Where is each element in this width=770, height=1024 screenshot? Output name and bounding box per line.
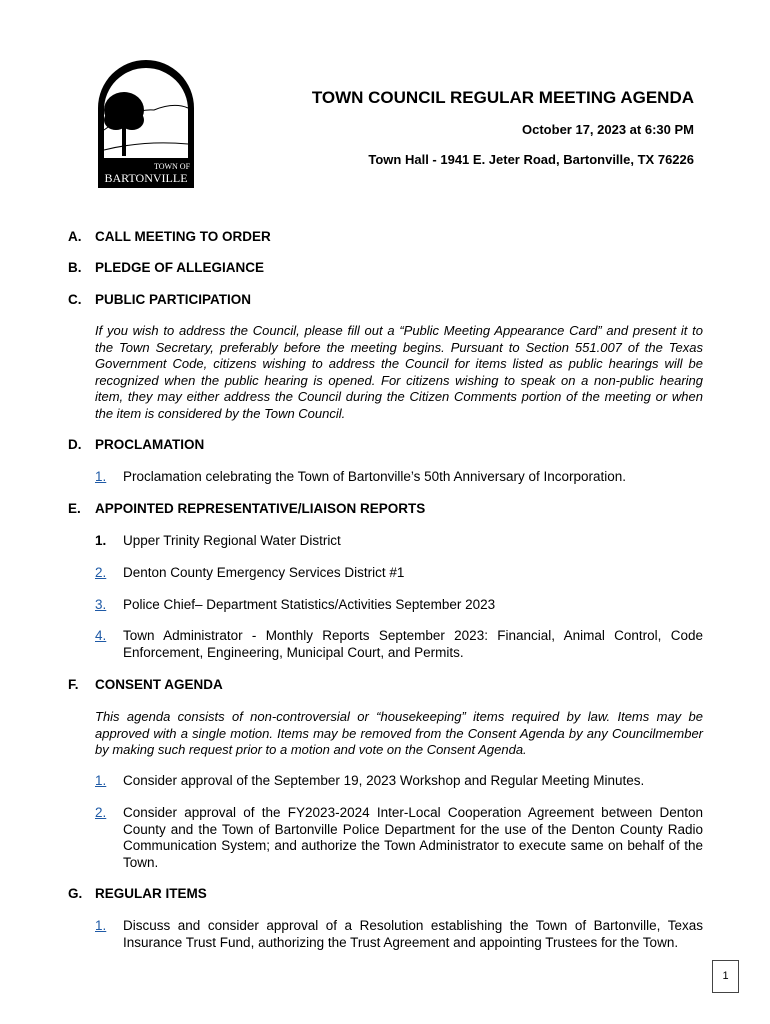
section-letter: G. — [68, 886, 83, 901]
section-d-heading — [68, 437, 204, 452]
section-letter: B. — [68, 260, 82, 275]
section-f-heading — [68, 677, 223, 692]
item-link[interactable]: 4. — [95, 628, 107, 643]
section-letter: D. — [68, 437, 82, 452]
agenda-item-e4 — [95, 628, 703, 661]
item-text: Town Administrator - Monthly Reports September 2023: Financial, Animal Control, Code Enforcement, Engineering, Municipal Court, and Permits. — [123, 628, 703, 660]
item-link[interactable]: 3. — [95, 597, 107, 612]
item-link[interactable]: 1. — [95, 469, 107, 484]
section-a-heading — [68, 229, 271, 244]
item-text: Consider approval of the September 19, 2023 Workshop and Regular Meeting Minutes. — [123, 773, 645, 788]
item-text: Discuss and consider approval of a Resolution establishing the Town of Bartonville, Texas Insurance Trust Fund, authorizing the Trust Agreement and appointing Trustees for the Town. — [123, 918, 703, 950]
agenda-item-e2 — [95, 565, 703, 582]
item-text: Upper Trinity Regional Water District — [123, 533, 341, 548]
agenda-item-f1 — [95, 773, 703, 790]
town-logo — [94, 58, 198, 190]
section-letter: E. — [68, 501, 81, 516]
item-text: Denton County Emergency Services District #1 — [123, 565, 405, 580]
section-title: PUBLIC PARTICIPATION — [95, 292, 251, 307]
item-text: Proclamation celebrating the Town of Bartonville’s 50th Anniversary of Incorporation. — [123, 469, 627, 484]
page-number: 1 — [712, 960, 739, 993]
item-number: 1. — [95, 533, 107, 548]
meeting-location: Town Hall - 1941 E. Jeter Road, Bartonville, TX 76226 — [368, 152, 694, 167]
section-g-heading — [68, 886, 207, 901]
agenda-item-g1 — [95, 918, 703, 951]
agenda-item-e1 — [95, 533, 703, 550]
section-title: REGULAR ITEMS — [95, 886, 207, 901]
consent-agenda-text: This agenda consists of non-controversial or “housekeeping” items required by law. Items may be approved with a single motion. Items may be removed from the Consent Agenda by any Councilmember by making such request prior to a motion and vote on the Consent Agenda. — [95, 709, 703, 758]
section-title: APPOINTED REPRESENTATIVE/LIAISON REPORTS — [95, 501, 426, 516]
section-e-heading — [68, 501, 425, 516]
item-text: Police Chief– Department Statistics/Activities September 2023 — [123, 597, 496, 612]
agenda-item-e3 — [95, 597, 703, 614]
section-title: PROCLAMATION — [95, 437, 205, 452]
item-link[interactable]: 2. — [95, 805, 107, 820]
meeting-date: October 17, 2023 at 6:30 PM — [522, 122, 694, 137]
section-title: PLEDGE OF ALLEGIANCE — [95, 260, 265, 275]
public-participation-text: If you wish to address the Council, please fill out a “Public Meeting Appearance Card” and present it to the Town Secretary, preferably before the meeting begins. Pursuant to Section 551.007 of the Texas Government Code, citizens wishing to address the Council for items listed as public hearings will be recognized when the public hearing is opened. For citizens wishing to speak on a non-public hearing item, they may either address the Council during the Citizen Comments portion of the meeting or when the item is considered by the Town Council. — [95, 323, 703, 421]
section-title: CALL MEETING TO ORDER — [95, 229, 271, 244]
section-letter: A. — [68, 229, 82, 244]
item-link[interactable]: 1. — [95, 918, 107, 933]
section-title: CONSENT AGENDA — [95, 677, 223, 692]
section-letter: F. — [68, 677, 79, 692]
item-link[interactable]: 2. — [95, 565, 107, 580]
section-b-heading — [68, 260, 264, 275]
logo-text-bottom: BARTONVILLE — [104, 171, 188, 185]
agenda-item-f2 — [95, 805, 703, 871]
agenda-item-d1 — [95, 469, 703, 486]
section-c-heading — [68, 292, 251, 307]
item-text: Consider approval of the FY2023-2024 Inter-Local Cooperation Agreement between Denton County and the Town of Bartonville Police Department for the use of the Denton County Radio Communication System; and authorize the Town Administrator to execute same on behalf of the Town. — [123, 805, 703, 870]
item-link[interactable]: 1. — [95, 773, 107, 788]
agenda-title: TOWN COUNCIL REGULAR MEETING AGENDA — [311, 88, 694, 107]
logo-text-top: TOWN OF — [153, 162, 191, 171]
section-letter: C. — [68, 292, 82, 307]
